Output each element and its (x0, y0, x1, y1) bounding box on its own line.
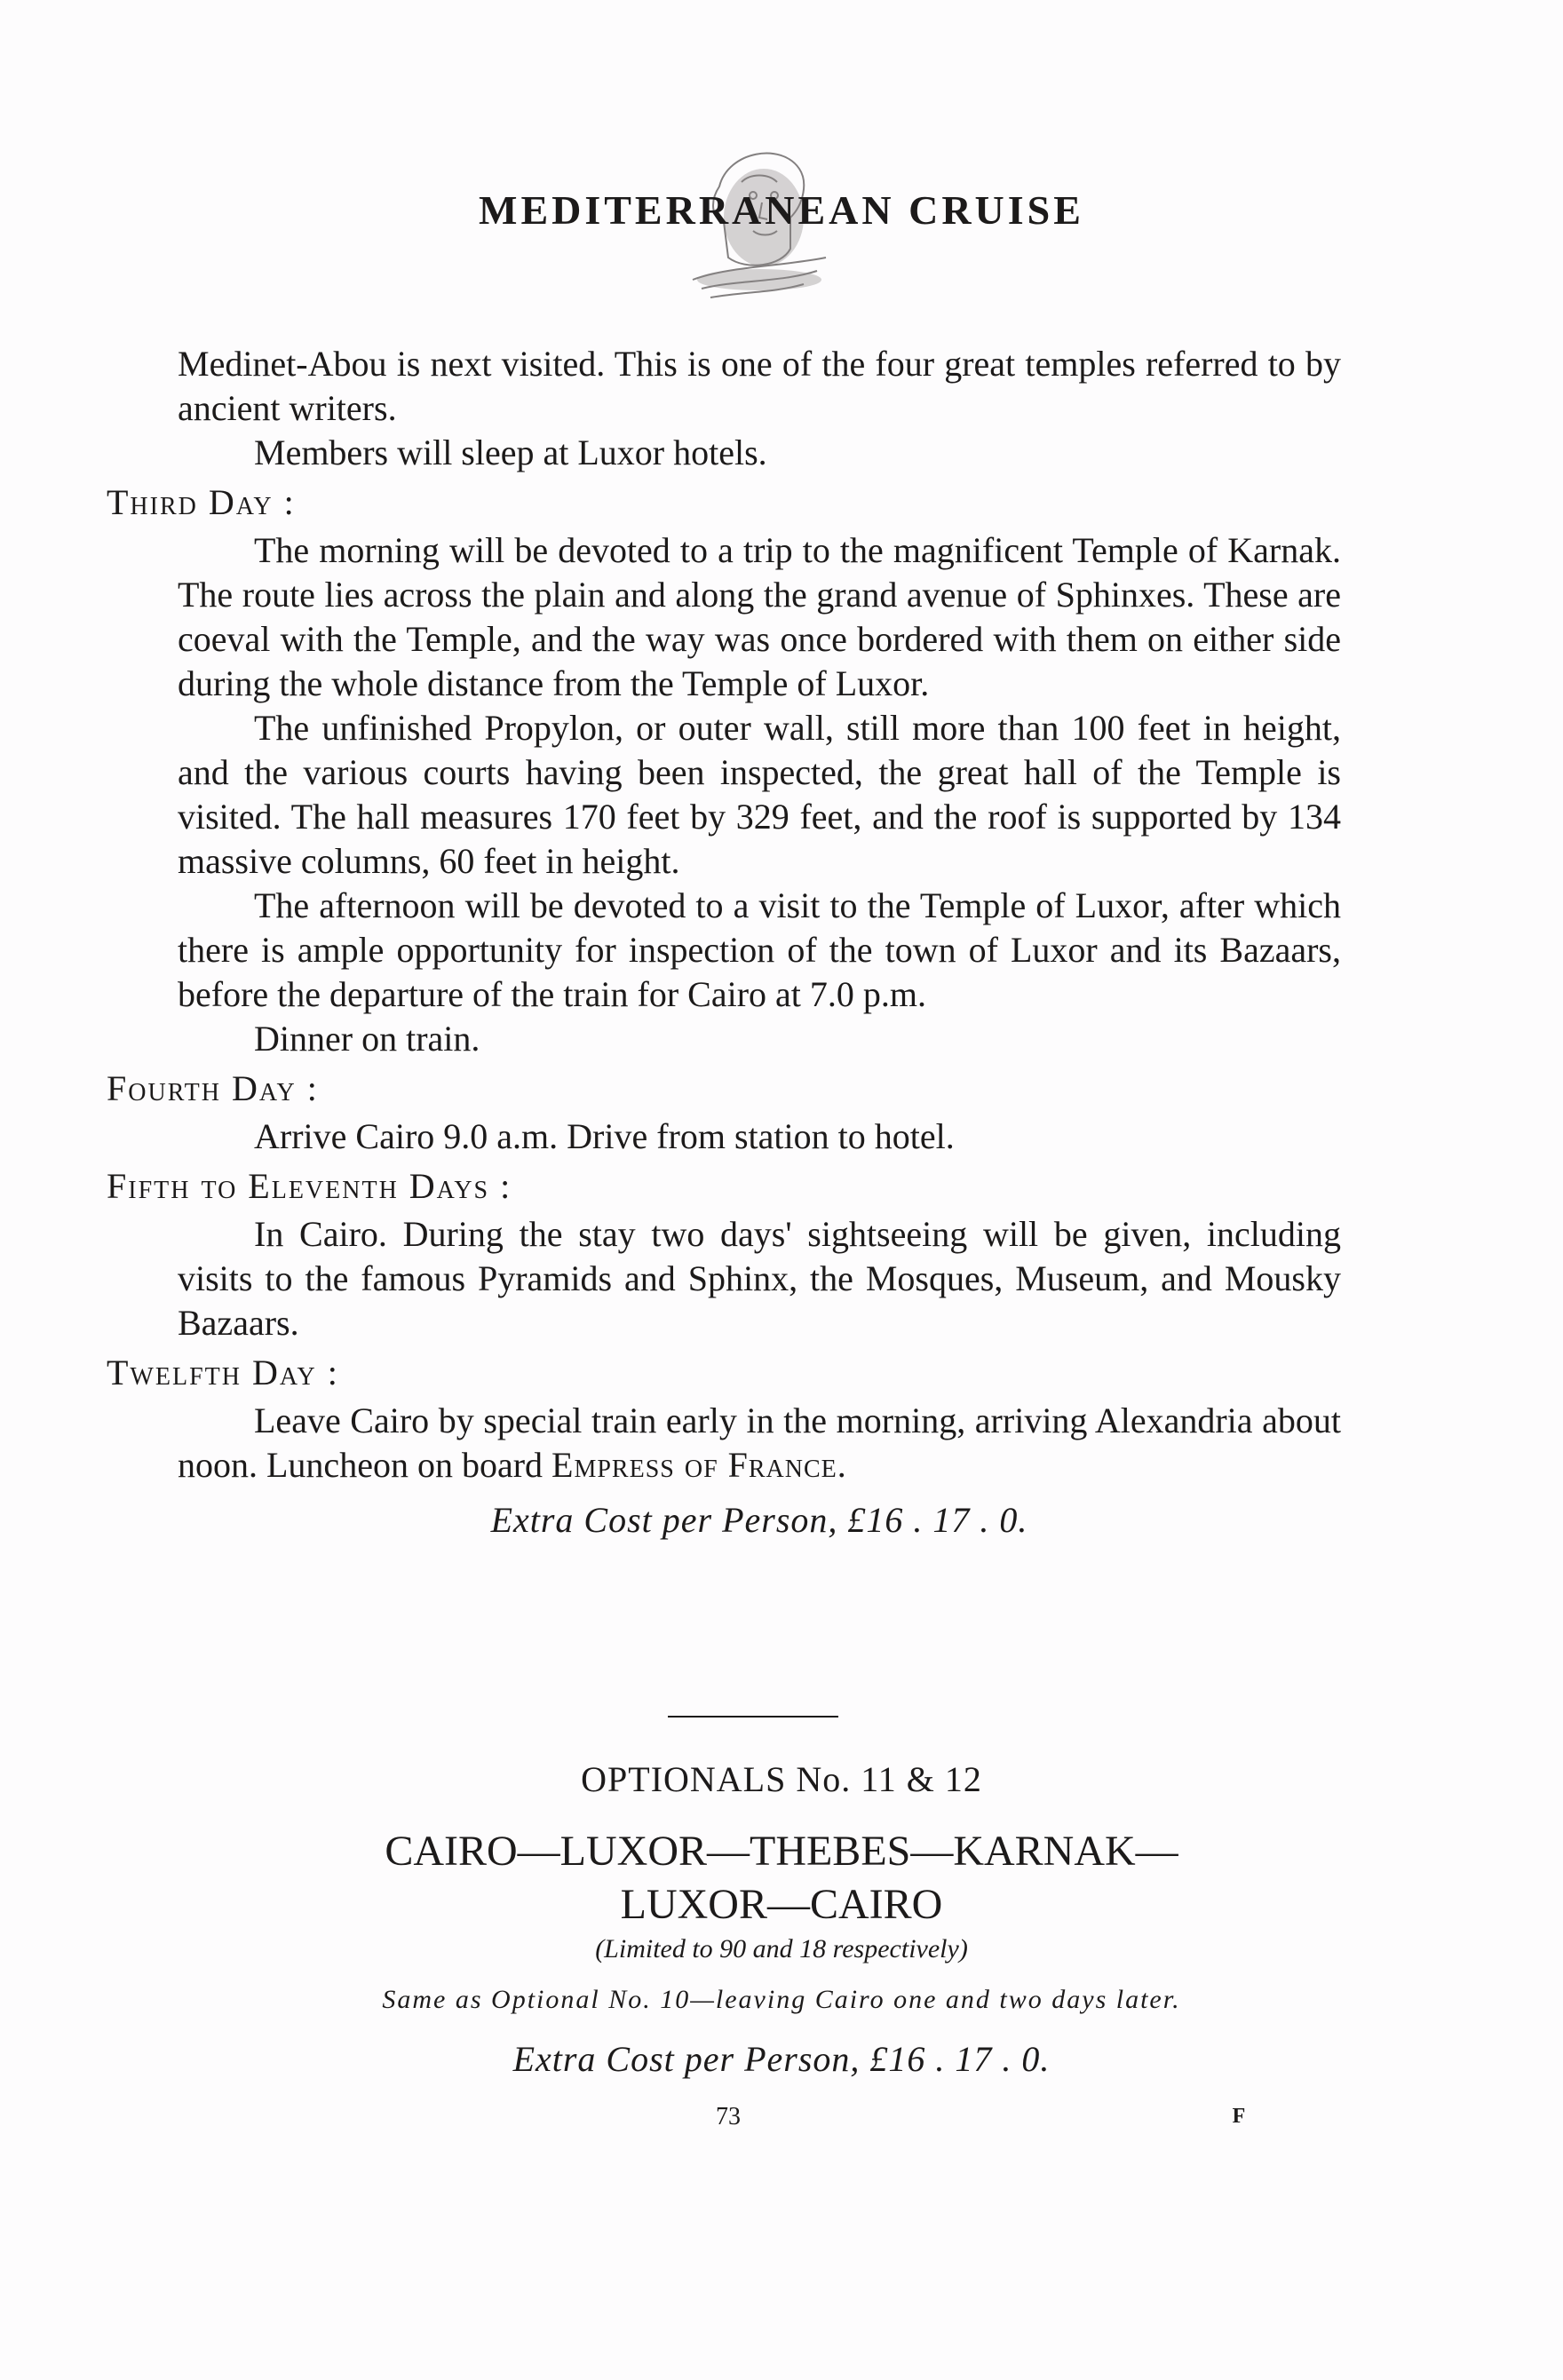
ship-name: Empress of France (551, 1445, 837, 1485)
day-heading-fourth: Fourth Day : (107, 1068, 319, 1108)
paragraph: The afternoon will be devoted to a visit to the Temple of Luxor, after which there is ample opportunity for inspection of the town of Luxor and its Bazaars, before the departure of the train for Cairo at 7.0 p.m. (178, 885, 1341, 1014)
paragraph: Medinet-Abou is next visited. This is one of the four great temples referred to by ancient writers. (178, 344, 1341, 428)
page-number: 73 (716, 2103, 741, 2130)
paragraph: Dinner on train. (254, 1019, 480, 1059)
route-title-line: LUXOR—CAIRO (620, 1881, 943, 1928)
page-header (0, 133, 1563, 311)
body-text (107, 342, 1341, 1543)
paragraph-text: Leave Cairo by special train early in the morning, arriving Alexandria about noon. Luncheon on board (178, 1400, 1341, 1485)
page-title: MEDITERRANEAN CRUISE (479, 187, 1084, 233)
paragraph: The unfinished Propylon, or outer wall, still more than 100 feet in height, and the various courts having been inspected, the great hall of the Temple is visited. The hall measures 170 feet by 329 feet, and the roof is supported by 134 massive columns, 60 feet in height. (178, 708, 1341, 881)
paragraph: The morning will be devoted to a trip to the magnificent Temple of Karnak. The route lies across the plain and along the grand avenue of Sphinxes. These are coeval with the Temple, and the way was once bordered with them on either side during the whole distance from the Temple of Luxor. (178, 530, 1341, 703)
paragraph: In Cairo. During the stay two days' sightseeing will be given, including visits to the famous Pyramids and Sphinx, the Mosques, Museum, and Mousky Bazaars. (178, 1214, 1341, 1343)
paragraph: Members will sleep at Luxor hotels. (254, 432, 767, 472)
route-title (0, 1825, 1563, 1932)
paragraph: Arrive Cairo 9.0 a.m. Drive from station to hotel. (254, 1116, 955, 1156)
day-heading-fifth-to-eleventh: Fifth to Eleventh Days : (107, 1166, 512, 1206)
extra-cost: Extra Cost per Person, £16 . 17 . 0. (490, 1500, 1028, 1540)
route-title-line: CAIRO—LUXOR—THEBES—KARNAK— (385, 1828, 1178, 1875)
paragraph-text: . (837, 1445, 846, 1485)
day-heading-twelfth: Twelfth Day : (107, 1353, 339, 1392)
signature-mark: F (1232, 2105, 1246, 2128)
extra-cost: Extra Cost per Person, £16 . 17 . 0. (512, 2039, 1051, 2079)
optionals-heading: OPTIONALS No. 11 & 12 (581, 1759, 982, 1799)
paragraph (178, 1399, 1341, 1488)
same-as-note: Same as Optional No. 10—leaving Cairo one and two days later. (382, 1985, 1181, 2014)
section-divider (668, 1716, 838, 1718)
limited-note: (Limited to 90 and 18 respectively) (595, 1934, 968, 1964)
day-heading-third: Third Day : (107, 482, 296, 522)
